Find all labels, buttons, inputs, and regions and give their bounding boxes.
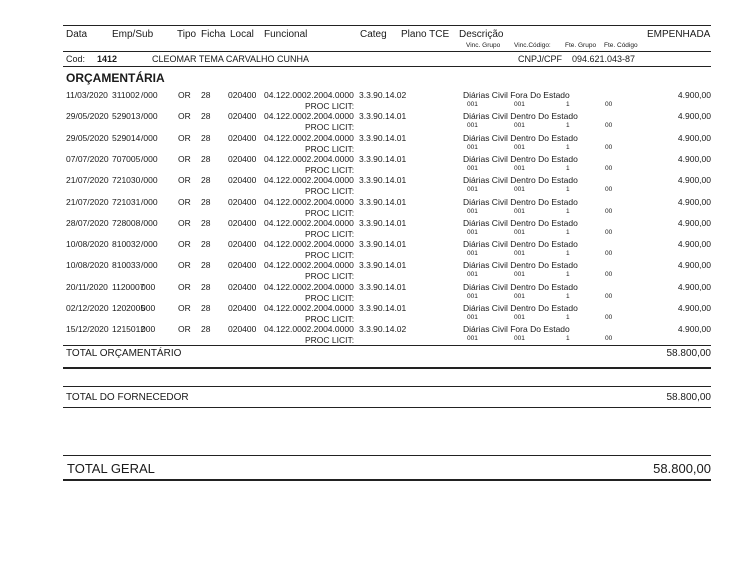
table-row — [0, 197, 750, 219]
row-vinc-grupo: 001 — [467, 335, 478, 343]
row-sub: /000 — [141, 132, 158, 143]
total-orcamentario-top-rule — [63, 345, 711, 346]
row-fte-codigo: 00 — [605, 335, 613, 343]
row-vinc-codigo: 001 — [514, 228, 525, 236]
row-proc-licit: PROC LICIT: — [305, 122, 355, 133]
row-local: 020400 — [228, 132, 257, 143]
table-row — [0, 90, 750, 112]
row-date: 21/07/2020 — [66, 196, 109, 207]
supplier-rule — [63, 66, 711, 67]
total-geral-top-rule — [63, 455, 711, 456]
row-vinc-grupo: 001 — [467, 101, 478, 108]
row-fte-grupo: 1 — [566, 143, 570, 151]
row-valor: 4.900,00 — [677, 90, 711, 100]
table-row — [0, 239, 750, 261]
col-descricao: Descrição — [459, 29, 504, 40]
row-fte-grupo: 1 — [566, 335, 570, 343]
row-tipo: OR — [178, 196, 191, 207]
row-funcional: 04.122.0002.2004.0000 — [264, 260, 354, 271]
row-vinc-grupo: 001 — [467, 292, 478, 300]
row-vinc-grupo: 001 — [467, 250, 478, 258]
row-descricao: Diárias Civil Dentro Do Estado — [463, 196, 578, 207]
total-fornecedor-bottom-rule — [63, 407, 711, 408]
header-bottom-rule — [63, 51, 711, 52]
total-fornecedor-label: TOTAL DO FORNECEDOR — [66, 392, 189, 403]
table-row — [0, 111, 750, 133]
row-fte-codigo: 00 — [605, 101, 613, 108]
row-vinc-codigo: 001 — [514, 207, 525, 215]
subcol-vinc-grupo: Vinc. Grupo — [466, 42, 501, 49]
row-local: 020400 — [228, 217, 257, 228]
subcol-fte-grupo: Fte. Grupo — [565, 42, 597, 49]
row-funcional: 04.122.0002.2004.0000 — [264, 196, 354, 207]
row-vinc-grupo: 001 — [467, 186, 478, 194]
row-descricao: Diárias Civil Dentro Do Estado — [463, 260, 578, 271]
row-date: 29/05/2020 — [66, 111, 109, 122]
row-valor: 4.900,00 — [677, 196, 711, 207]
row-descricao: Diárias Civil Dentro Do Estado — [463, 111, 578, 122]
row-vinc-codigo: 001 — [514, 314, 525, 321]
row-descricao: Diárias Civil Fora Do Estado — [463, 324, 570, 335]
row-ficha: 28 — [201, 260, 211, 271]
row-descricao: Diárias Civil Dentro Do Estado — [463, 153, 578, 164]
total-fornecedor-top-rule — [63, 386, 711, 387]
row-tipo: OR — [178, 153, 191, 164]
row-descricao: Diárias Civil Fora Do Estado — [463, 90, 570, 100]
table-row — [0, 282, 750, 304]
row-vinc-codigo: 001 — [514, 122, 525, 130]
row-descricao: Diárias Civil Dentro Do Estado — [463, 175, 578, 186]
row-sub: /000 — [141, 239, 158, 250]
row-fte-codigo: 00 — [605, 292, 613, 300]
row-vinc-grupo: 001 — [467, 271, 478, 279]
row-local: 020400 — [228, 90, 257, 100]
row-emp: 529013 — [112, 111, 141, 122]
row-categ: 3.3.90.14.01 — [359, 303, 407, 313]
row-proc-licit: PROC LICIT: — [305, 164, 355, 175]
row-fte-codigo: 00 — [605, 143, 613, 151]
row-vinc-codigo: 001 — [514, 271, 525, 279]
supplier-cod: 1412 — [97, 54, 118, 64]
row-ficha: 28 — [201, 111, 211, 122]
row-valor: 4.900,00 — [677, 260, 711, 271]
row-vinc-grupo: 001 — [467, 314, 478, 321]
row-fte-codigo: 00 — [605, 228, 613, 236]
row-fte-codigo: 00 — [605, 314, 613, 321]
row-descricao: Diárias Civil Dentro Do Estado — [463, 281, 578, 292]
row-vinc-codigo: 001 — [514, 186, 525, 194]
row-fte-grupo: 1 — [566, 101, 570, 108]
row-fte-codigo: 00 — [605, 271, 613, 279]
row-date: 15/12/2020 — [66, 324, 109, 335]
row-ficha: 28 — [201, 239, 211, 250]
row-vinc-codigo: 001 — [514, 292, 525, 300]
row-descricao: Diárias Civil Dentro Do Estado — [463, 239, 578, 250]
row-emp: 721031 — [112, 196, 141, 207]
row-fte-grupo: 1 — [566, 186, 570, 194]
row-categ: 3.3.90.14.02 — [359, 324, 407, 335]
row-ficha: 28 — [201, 90, 211, 100]
row-valor: 4.900,00 — [677, 175, 711, 186]
row-sub: /000 — [141, 111, 158, 122]
row-emp: 721030 — [112, 175, 141, 186]
row-fte-grupo: 1 — [566, 314, 570, 321]
row-date: 21/07/2020 — [66, 175, 109, 186]
col-emp-sub: Emp/Sub — [112, 29, 154, 40]
row-local: 020400 — [228, 111, 257, 122]
supplier-doc-label: CNPJ/CPF — [518, 54, 563, 64]
row-funcional: 04.122.0002.2004.0000 — [264, 90, 354, 100]
row-ficha: 28 — [201, 196, 211, 207]
col-plano-tce: Plano TCE — [401, 29, 450, 40]
table-row — [0, 324, 750, 346]
row-categ: 3.3.90.14.01 — [359, 281, 407, 292]
row-categ: 3.3.90.14.01 — [359, 175, 407, 186]
row-categ: 3.3.90.14.02 — [359, 90, 407, 100]
row-tipo: OR — [178, 132, 191, 143]
row-valor: 4.900,00 — [677, 281, 711, 292]
row-fte-grupo: 1 — [566, 250, 570, 258]
supplier-doc: 094.621.043-87 — [572, 54, 636, 64]
row-sub: /000 — [141, 153, 158, 164]
row-categ: 3.3.90.14.01 — [359, 260, 407, 271]
row-local: 020400 — [228, 153, 257, 164]
row-funcional: 04.122.0002.2004.0000 — [264, 239, 354, 250]
row-date: 10/08/2020 — [66, 239, 109, 250]
supplier-cod-label: Cod: — [66, 54, 86, 64]
col-tipo: Tipo — [177, 29, 197, 40]
row-sub: 000 — [141, 324, 156, 335]
row-vinc-grupo: 001 — [467, 122, 478, 130]
row-emp: 1202005 — [112, 303, 146, 313]
row-proc-licit: PROC LICIT: — [305, 143, 355, 154]
row-tipo: OR — [178, 239, 191, 250]
row-fte-grupo: 1 — [566, 122, 570, 130]
table-row — [0, 175, 750, 197]
row-ficha: 28 — [201, 281, 211, 292]
row-proc-licit: PROC LICIT: — [305, 186, 355, 197]
row-fte-grupo: 1 — [566, 292, 570, 300]
row-sub: /000 — [141, 90, 158, 100]
total-geral-bottom-rule — [63, 479, 711, 481]
table-row — [0, 133, 750, 155]
row-vinc-grupo: 001 — [467, 143, 478, 151]
row-sub: 000 — [141, 281, 156, 292]
row-ficha: 28 — [201, 153, 211, 164]
row-descricao: Diárias Civil Dentro Do Estado — [463, 303, 578, 313]
row-valor: 4.900,00 — [677, 239, 711, 250]
row-funcional: 04.122.0002.2004.0000 — [264, 324, 354, 335]
row-tipo: OR — [178, 90, 191, 100]
row-local: 020400 — [228, 175, 257, 186]
row-fte-grupo: 1 — [566, 164, 570, 172]
row-fte-grupo: 1 — [566, 228, 570, 236]
row-sub: /000 — [141, 175, 158, 186]
row-ficha: 28 — [201, 324, 211, 335]
row-proc-licit: PROC LICIT: — [305, 292, 355, 303]
total-orcamentario-bottom-rule — [63, 367, 711, 369]
subcol-vinc-codigo: Vinc.Código: — [514, 42, 551, 49]
total-geral-label: TOTAL GERAL — [67, 461, 155, 476]
row-fte-codigo: 00 — [605, 122, 613, 130]
row-fte-grupo: 1 — [566, 271, 570, 279]
row-emp: 810032 — [112, 239, 141, 250]
row-ficha: 28 — [201, 303, 211, 313]
row-local: 020400 — [228, 281, 257, 292]
row-vinc-grupo: 001 — [467, 207, 478, 215]
row-emp: 707005 — [112, 153, 141, 164]
row-valor: 4.900,00 — [677, 132, 711, 143]
row-emp: 810033 — [112, 260, 141, 271]
row-vinc-grupo: 001 — [467, 164, 478, 172]
row-categ: 3.3.90.14.01 — [359, 239, 407, 250]
row-ficha: 28 — [201, 175, 211, 186]
row-tipo: OR — [178, 303, 191, 313]
header-top-rule — [63, 25, 711, 26]
row-date: 29/05/2020 — [66, 132, 109, 143]
total-orcamentario-value: 58.800,00 — [666, 348, 711, 359]
row-tipo: OR — [178, 217, 191, 228]
row-vinc-codigo: 001 — [514, 164, 525, 172]
col-empenhada: EMPENHADA — [647, 29, 711, 40]
row-valor: 4.900,00 — [677, 324, 711, 335]
row-proc-licit: PROC LICIT: — [305, 207, 355, 218]
row-fte-codigo: 00 — [605, 207, 613, 215]
table-row — [0, 260, 750, 282]
row-vinc-grupo: 001 — [467, 228, 478, 236]
row-date: 20/11/2020 — [66, 281, 108, 292]
row-vinc-codigo: 001 — [514, 335, 525, 343]
row-emp: 1215012 — [112, 324, 146, 335]
row-local: 020400 — [228, 260, 257, 271]
row-date: 10/08/2020 — [66, 260, 109, 271]
row-categ: 3.3.90.14.01 — [359, 196, 407, 207]
row-local: 020400 — [228, 196, 257, 207]
row-funcional: 04.122.0002.2004.0000 — [264, 111, 354, 122]
row-tipo: OR — [178, 260, 191, 271]
row-local: 020400 — [228, 239, 257, 250]
row-tipo: OR — [178, 111, 191, 122]
row-proc-licit: PROC LICIT: — [305, 314, 355, 324]
row-categ: 3.3.90.14.01 — [359, 111, 407, 122]
row-sub: /000 — [141, 260, 158, 271]
table-row — [0, 154, 750, 176]
table-row — [0, 303, 750, 325]
row-valor: 4.900,00 — [677, 217, 711, 228]
row-emp: 1120007 — [112, 281, 145, 292]
row-emp: 529014 — [112, 132, 141, 143]
row-date: 07/07/2020 — [66, 153, 109, 164]
row-funcional: 04.122.0002.2004.0000 — [264, 303, 354, 313]
total-fornecedor-value: 58.800,00 — [666, 392, 711, 403]
total-orcamentario-label: TOTAL ORÇAMENTÁRIO — [66, 348, 182, 359]
col-data: Data — [66, 29, 88, 40]
row-funcional: 04.122.0002.2004.0000 — [264, 281, 354, 292]
row-descricao: Diárias Civil Dentro Do Estado — [463, 132, 578, 143]
col-funcional: Funcional — [264, 29, 308, 40]
row-ficha: 28 — [201, 217, 211, 228]
row-fte-codigo: 00 — [605, 164, 613, 172]
row-fte-codigo: 00 — [605, 186, 613, 194]
row-date: 02/12/2020 — [66, 303, 109, 313]
row-sub: /000 — [141, 196, 158, 207]
col-ficha: Ficha — [201, 29, 226, 40]
row-valor: 4.900,00 — [677, 153, 711, 164]
row-proc-licit: PROC LICIT: — [305, 228, 355, 239]
total-geral-value: 58.800,00 — [653, 461, 711, 476]
row-vinc-codigo: 001 — [514, 143, 525, 151]
row-vinc-codigo: 001 — [514, 250, 525, 258]
row-vinc-codigo: 001 — [514, 101, 525, 108]
row-local: 020400 — [228, 324, 257, 335]
row-categ: 3.3.90.14.01 — [359, 132, 407, 143]
row-categ: 3.3.90.14.01 — [359, 217, 407, 228]
row-valor: 4.900,00 — [677, 303, 711, 313]
row-emp: 728008 — [112, 217, 141, 228]
subcol-fte-codigo: Fte. Código — [604, 42, 638, 49]
row-fte-grupo: 1 — [566, 207, 570, 215]
row-emp: 311002 — [112, 90, 140, 100]
row-sub: 000 — [141, 303, 156, 313]
row-proc-licit: PROC LICIT: — [305, 271, 355, 282]
row-categ: 3.3.90.14.01 — [359, 153, 407, 164]
row-funcional: 04.122.0002.2004.0000 — [264, 175, 354, 186]
row-tipo: OR — [178, 281, 191, 292]
row-funcional: 04.122.0002.2004.0000 — [264, 153, 354, 164]
section-title: ORÇAMENTÁRIA — [66, 71, 165, 85]
row-descricao: Diárias Civil Dentro Do Estado — [463, 217, 578, 228]
row-date: 11/03/2020 — [66, 90, 108, 100]
row-valor: 4.900,00 — [677, 111, 711, 122]
row-proc-licit: PROC LICIT: — [305, 101, 355, 111]
row-date: 28/07/2020 — [66, 217, 109, 228]
row-proc-licit: PROC LICIT: — [305, 335, 355, 346]
row-sub: /000 — [141, 217, 158, 228]
supplier-name: CLEOMAR TEMA CARVALHO CUNHA — [152, 54, 310, 64]
table-row — [0, 218, 750, 240]
col-categ: Categ — [360, 29, 387, 40]
row-ficha: 28 — [201, 132, 211, 143]
row-local: 020400 — [228, 303, 257, 313]
row-tipo: OR — [178, 324, 191, 335]
row-tipo: OR — [178, 175, 191, 186]
row-fte-codigo: 00 — [605, 250, 613, 258]
row-proc-licit: PROC LICIT: — [305, 250, 355, 261]
row-funcional: 04.122.0002.2004.0000 — [264, 132, 354, 143]
row-funcional: 04.122.0002.2004.0000 — [264, 217, 354, 228]
col-local: Local — [230, 29, 254, 40]
